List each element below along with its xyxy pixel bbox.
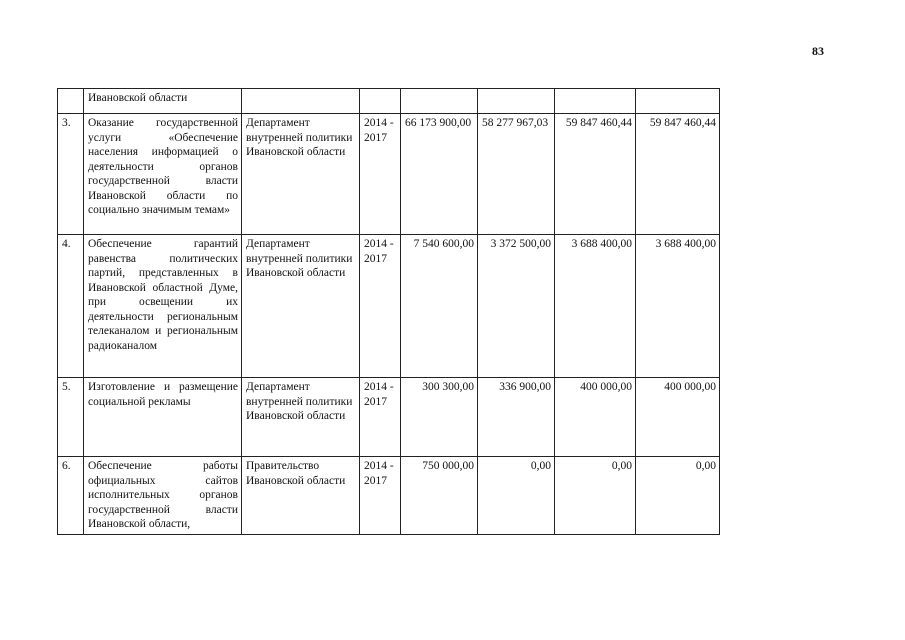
cell-name: Изготовление и размещение социальной рекламы <box>84 378 242 457</box>
cell-name: Обеспечение гарантий равенства политических партий, представленных в Ивановской областной Думе, при освещении их деятельности региональным телеканалом и региональным радиоканалом <box>84 235 242 378</box>
cell-amount-1: 66 173 900,00 <box>401 114 478 235</box>
cell-amount-4 <box>636 89 720 114</box>
cell-amount-4: 400 000,00 <box>636 378 720 457</box>
cell-amount-2: 58 277 967,03 <box>478 114 555 235</box>
cell-amount-1: 7 540 600,00 <box>401 235 478 378</box>
cell-amount-4: 0,00 <box>636 457 720 535</box>
budget-table <box>57 88 720 535</box>
table-row <box>58 114 720 235</box>
cell-num: 3. <box>58 114 84 235</box>
cell-amount-4: 59 847 460,44 <box>636 114 720 235</box>
cell-name: Ивановской области <box>84 89 242 114</box>
cell-num: 4. <box>58 235 84 378</box>
cell-num <box>58 89 84 114</box>
table-row <box>58 378 720 457</box>
cell-dept: Департамент внутренней политики Ивановской области <box>242 235 360 378</box>
cell-amount-3 <box>555 89 636 114</box>
cell-amount-4: 3 688 400,00 <box>636 235 720 378</box>
cell-name: Обеспечение работы официальных сайтов исполнительных органов государственной власти Ивановской области, <box>84 457 242 535</box>
page-number: 83 <box>812 44 824 58</box>
cell-period: 2014 - 2017 <box>360 114 401 235</box>
cell-num: 6. <box>58 457 84 535</box>
cell-period: 2014 - 2017 <box>360 457 401 535</box>
cell-dept <box>242 89 360 114</box>
cell-amount-1: 750 000,00 <box>401 457 478 535</box>
cell-num: 5. <box>58 378 84 457</box>
cell-amount-2: 336 900,00 <box>478 378 555 457</box>
table-row <box>58 457 720 535</box>
table-row <box>58 235 720 378</box>
cell-period: 2014 - 2017 <box>360 378 401 457</box>
cell-amount-2 <box>478 89 555 114</box>
cell-dept: Правительство Ивановской области <box>242 457 360 535</box>
cell-name: Оказание государственной услуги «Обеспечение населения информацией о деятельности органов государственной власти Ивановской области по социально значимым темам» <box>84 114 242 235</box>
cell-amount-3: 0,00 <box>555 457 636 535</box>
cell-amount-1 <box>401 89 478 114</box>
cell-amount-2: 0,00 <box>478 457 555 535</box>
cell-amount-2: 3 372 500,00 <box>478 235 555 378</box>
cell-amount-1: 300 300,00 <box>401 378 478 457</box>
cell-amount-3: 59 847 460,44 <box>555 114 636 235</box>
table-row <box>58 89 720 114</box>
cell-period: 2014 - 2017 <box>360 235 401 378</box>
cell-amount-3: 3 688 400,00 <box>555 235 636 378</box>
cell-dept: Департамент внутренней политики Ивановской области <box>242 378 360 457</box>
cell-dept: Департамент внутренней политики Ивановской области <box>242 114 360 235</box>
cell-period <box>360 89 401 114</box>
cell-amount-3: 400 000,00 <box>555 378 636 457</box>
